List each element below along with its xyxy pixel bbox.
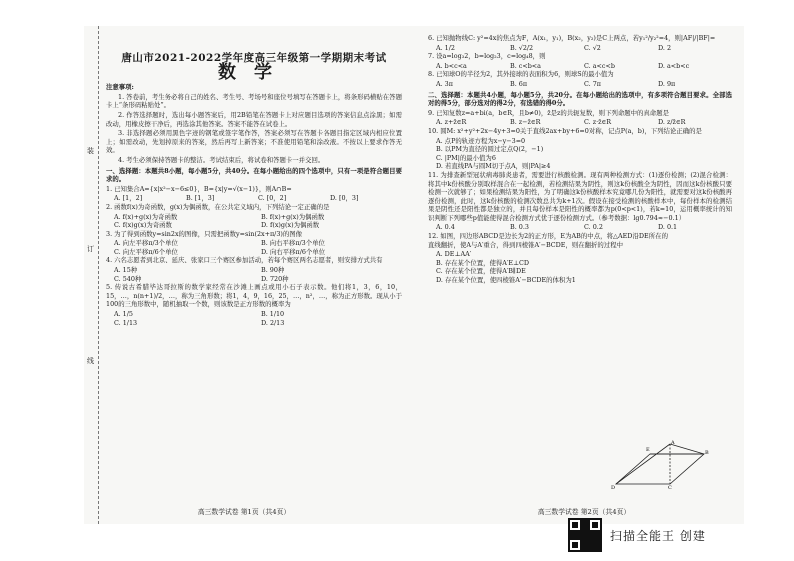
option: D. 若直线PA与圆M切于点A，则|PA|≥4 [436, 162, 551, 171]
question-stem: 7. 设a=log₃2，b=log₂3，c=log₄8，则 [428, 52, 546, 61]
option: C. 7π [584, 79, 601, 88]
notice-item: 4. 考生必须保持答题卡的整洁。考试结束后，将试卷和答题卡一并交回。 [118, 155, 325, 164]
margin-label: 订 [87, 245, 94, 253]
question-options [106, 213, 402, 230]
question-options [428, 137, 732, 171]
notice-item: 1. 答卷前，考生务必将自己的姓名、考生号、考场号和座位号填写在答题卡上，将条形码横贴在答题卡上“条形码粘贴处”。 [106, 92, 402, 110]
question-stem: 8. 已知球O的半径为2，其外接球的表面积为6，则球S的最小值为 [428, 70, 614, 79]
option: A. b<c<a [436, 61, 467, 70]
vertex-label: D [611, 485, 616, 490]
option: B. 0.3 [510, 223, 529, 232]
option: B. 6π [510, 79, 528, 88]
pyramid-figure [610, 440, 710, 490]
exam-title: 唐山市2021-2022学年度高三年级第一学期期末考试 [121, 52, 387, 64]
question-options [428, 44, 732, 53]
option: C. 1/13 [114, 318, 138, 327]
option: D. [0，3] [330, 194, 359, 203]
option: D. z/z̄∈R [658, 118, 686, 127]
margin-label: 线 [87, 357, 94, 365]
option: C. √2 [584, 43, 601, 52]
notice-item: 2. 作答选择题时，选出每小题答案后，用2B铅笔在答题卡上对应题目选项的答案信息点涂黑；如需改动，用橡皮擦干净后，再选涂其他答案。答案不能答在试卷上。 [106, 110, 402, 128]
question-options [106, 194, 402, 203]
question-options [428, 250, 666, 284]
right-column [428, 26, 732, 285]
option: B. 向右平移π/3个单位 [261, 239, 325, 248]
option: D. f(x)g(x)为偶函数 [261, 221, 320, 230]
option: C. z·z̄∈R [584, 118, 612, 127]
option: C. [0，2] [258, 194, 287, 203]
option: D. 9π [658, 79, 676, 88]
section-heading: 二、选择题：本题共4小题，每小题5分，共20分。在每小题给出的选项中，有多项符合题目要求。全部选对的得5分，部分选对的得2分，有选错的得0分。 [428, 90, 732, 108]
option: B. [1，3] [186, 194, 215, 203]
binding-margin [84, 26, 99, 524]
question-stem: 3. 为了得到函数y=sin2x的图像，只需把函数y=sin(2x+π/3)的图像 [106, 229, 303, 238]
option: D. 0.1 [658, 223, 678, 232]
option: A. f(x)+g(x)为奇函数 [114, 212, 178, 221]
option: C. 540种 [114, 274, 142, 283]
option: C. a<c<b [584, 61, 615, 70]
page-footer: 高三数学试卷 第1页（共4页） [197, 508, 291, 516]
question-options [106, 266, 402, 283]
vertex-label: B [705, 450, 709, 456]
option: A. 0.4 [436, 223, 455, 232]
option: B. z−z̄∈R [510, 118, 541, 127]
margin-label: 装 [87, 147, 94, 155]
question-options [428, 80, 732, 89]
option: B. f(x)+g(x)为偶函数 [261, 212, 325, 221]
question-stem: 9. 已知复数z=a+bi(a，b∈R，且b≠0)，z̄是z的共轭复数，则下列命题中的真命题是 [428, 108, 669, 117]
option: D. a<b<c [658, 61, 690, 70]
option: A. 向左平移π/3个单位 [114, 239, 178, 248]
question-options [106, 310, 402, 327]
question-stem: 6. 已知抛物线C: y²=4x的焦点为F，A(x₁，y₁)，B(x₂，y₂)是C上两点，若y₁²/y₂²=4，则|AF|/|BF|= [428, 34, 716, 42]
option: A. 15种 [114, 266, 138, 275]
vertex-label: A [671, 440, 675, 446]
question-stem: 4. 六名志愿者到北京、延庆、张家口三个赛区参加活动，若每个赛区两名志愿者，则安排方式共有 [106, 256, 383, 265]
question-stem: 11. 为排查新型冠状病毒肺炎患者，需要进行核酸检测。现有两种检测方式：(1)逐份检测；(2)混合检测：将其中k份核酸分别取样混合在一起检测，若检测结果为阴性，则这k份核酸全为阴性，因而这k份核酸只要检测一次就够了；如果检测结果为阳性，为了明确这k份核酸样本究竟哪几份为阳性，就需要对这k份核酸再逐份检测，此时，这k份核酸的检测次数总共为k+1次。假设在接受检测的核酸样本中，每份样本的检测结果是阴性还是阳性都是独立的，并且每份样本是阳性的概率都为p(0<p<1)，若k=10，运用概率统计的知识判断下列哪些p值能使得混合检测方式优于逐份检测方式。（参考数据：lg0.794≈−0.1） [428, 170, 732, 222]
watermark-text: 扫描全能王 创建 [610, 528, 706, 543]
question-options [106, 239, 402, 256]
question-stem: 5. 传说古希腊毕达哥拉斯的数学家经常在沙滩上画点或用小石子表示数。他们将1，3，6，10，15，…，n(n+1)/2，…，称为三角形数；将1，4，9，16，25，…，n²，…，称为正方形数。现从小于100的三角形数中，随机抽取一个数，则该数是正方形数的概率为 [106, 283, 402, 309]
subject-title: 数学 [218, 61, 290, 83]
option: A. 1/2 [436, 43, 455, 52]
question-options [428, 223, 732, 232]
left-column [106, 26, 402, 327]
option: C. f(x)g(x)为奇函数 [114, 221, 172, 230]
option: A. 3π [436, 79, 453, 88]
section-heading: 一、选择题：本题共8小题，每小题5分，共40分。在每小题给出的四个选项中，只有一项是符合题目要求的。 [106, 166, 402, 184]
option: B. 存在某个位置，使得A′E⊥CD [436, 258, 530, 267]
page-footer: 高三数学试卷 第2页（共4页） [537, 508, 631, 516]
option: A. DE⊥AA′ [436, 250, 472, 259]
option: D. 720种 [261, 274, 289, 283]
question-options [428, 118, 732, 127]
option: A. 点P的轨迹方程为x−y−3=0 [436, 136, 526, 145]
question-stem: 10. 圆M: x²+y²+2x−4y+3=0关于直线2ax+by+6=0对称，记点P(a，b)，下列结论正确的是 [428, 126, 702, 135]
option: C. |PM|的最小值为6 [436, 153, 496, 162]
option: D. 2 [658, 43, 672, 52]
option: A. 1/5 [114, 310, 133, 319]
option: B. 1/10 [261, 310, 285, 319]
qr-code-icon [568, 518, 602, 552]
question-stem: 12. 如图，四边形ABCD是边长为2的正方形，E为AB的中点，将△AED沿DE所在的直线翻折，使A与A′重合，得到四棱锥A′−BCDE，则在翻折的过程中 [428, 232, 668, 249]
question-stem: 1. 已知集合A={x|x²−x−6≤0}，B={x|y=√(x−1)}，则A∩B= [106, 184, 292, 193]
option: A. z+z̄∈R [436, 118, 467, 127]
option: D. 向右平移π/6个单位 [261, 247, 326, 256]
option: C. 存在某个位置，使得A′B∥DE [436, 267, 526, 276]
vertex-label: C [668, 485, 672, 490]
notice-heading: 注意事项: [106, 83, 134, 92]
option: B. 以PM为直径的圆过定点Q(2，−1) [436, 145, 544, 154]
option: C. 0.2 [584, 223, 603, 232]
notice-item: 3. 非选择题必须用黑色字迹的钢笔或签字笔作答，答案必须写在答题卡各题目指定区域内相应位置上；如需改动，先划掉原来的答案，然后再写上新答案；不准使用铅笔和涂改液。不按以上要求作答无效。 [106, 129, 402, 155]
question-stem: 2. 函数f(x)为奇函数，g(x)为偶函数，在公共定义域内，下列结论一定正确的是 [106, 202, 330, 211]
option: D. 2/13 [261, 318, 285, 327]
option: A. [1，2] [114, 194, 143, 203]
option: B. c<b<a [510, 61, 541, 70]
scanner-watermark [568, 518, 706, 552]
option: C. 向左平移π/6个单位 [114, 247, 178, 256]
option: B. √2/2 [510, 43, 534, 52]
option: D. 存在某个位置，使四棱锥A′−BCDE的体积为1 [436, 276, 576, 285]
vertex-label: E [646, 447, 650, 453]
option: B. 90种 [261, 266, 285, 275]
